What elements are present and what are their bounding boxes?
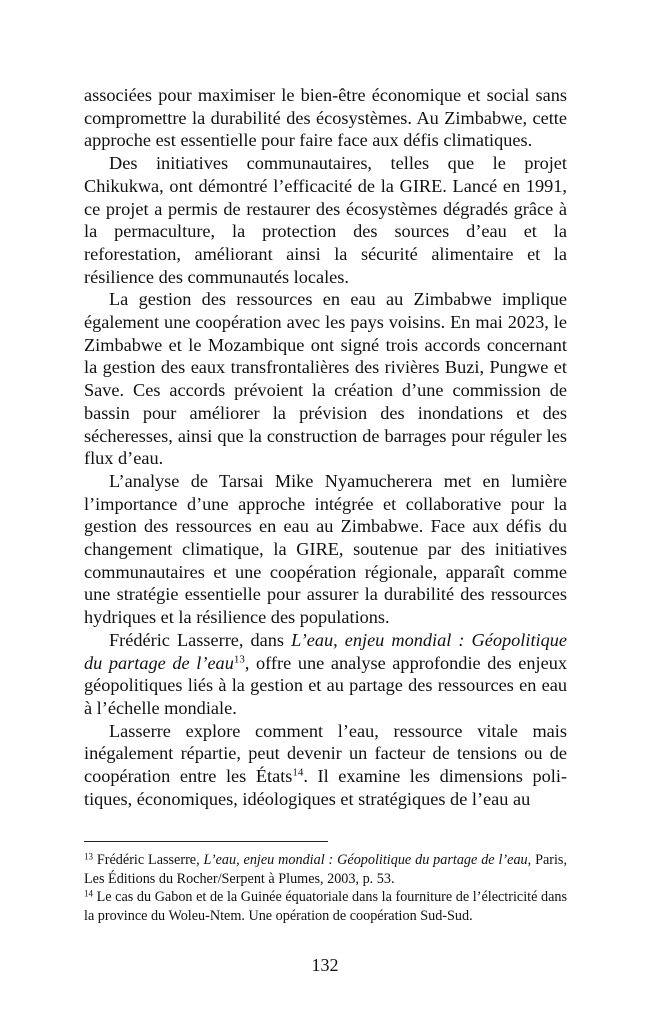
text-run: La gestion des ressources en eau au Zimbabwe implique également une coopération avec les pays voisins. En mai 2023, le Zimbabwe et le Mozambique ont signé trois accords concernant la gestion des eaux transfrontalières des rivières Buzi, Pungwe et Save. Ces accords prévoient la création d’une commission de bassin pour améliorer la prévision des inondations et des sécheresses, ainsi que la construction de barrages pour réguler les flux d’eau. xyxy=(84,289,567,469)
footnote-reference: 14 xyxy=(84,888,93,899)
paragraph xyxy=(84,629,567,720)
footnote-separator xyxy=(84,841,328,842)
paragraph xyxy=(84,720,567,811)
paragraph xyxy=(84,152,567,288)
italic-title: L’eau, enjeu mondial : Géopolitique du partage de l’eau xyxy=(203,852,528,868)
text-run: Des initiatives communautaires, telles que le projet Chikukwa, ont démontré l’efficacité de la GIRE. Lancé en 1991, ce projet a permis de restaurer des écosystèmes dégradés grâce à la permaculture, la protection des sources d’eau et la reforestation, améliorant ainsi la sécurité alimentaire et la résilience des communautés locales. xyxy=(84,153,567,287)
text-run: Le cas du Gabon et de la Guinée équatoriale dans la fourniture de l’électricité dans la province du Woleu-Ntem. Une opération de coopération Sud-Sud. xyxy=(84,889,567,924)
text-run: , Paris, Les Éditions du Rocher/Serpent à Plumes, 2003, p. 53. xyxy=(84,852,567,887)
paragraph xyxy=(84,470,567,629)
paragraph xyxy=(84,288,567,470)
footnote xyxy=(84,888,567,925)
footnote-reference: 14 xyxy=(292,766,304,779)
text-run: , offre une analyse approfondie des enjeux géopolitiques liés à la gestion et au partage des ressources en eau à l’échelle mondiale. xyxy=(84,652,567,718)
paragraph xyxy=(84,84,567,152)
footnote-reference: 13 xyxy=(84,851,93,862)
text-run: Frédéric Lasserre, dans xyxy=(109,629,292,650)
text-run: associées pour maximiser le bien-être économique et social sans compromettre la durabilité des écosystèmes. Au Zimbabwe, cette approche est essentielle pour faire face aux défis climatiques. xyxy=(84,85,567,151)
text-run: Frédéric Lasserre, xyxy=(93,852,204,868)
page-number: 132 xyxy=(311,955,339,975)
footnote-reference: 13 xyxy=(233,652,245,665)
body-text xyxy=(84,84,567,811)
text-run: L’analyse de Tarsai Mike Nyamucherera met en lumière l’importance d’une approche intégrée et collaborative pour la gestion des ressources en eau au Zimbabwe. Face aux défis du changement climatique, la GIRE, soutenue par des initiatives communautaires et une coopération régionale, apparaît comme une stratégie essentielle pour assurer la durabilité des ressources hydriques et la résilience des populations. xyxy=(84,470,567,628)
footnotes xyxy=(84,851,567,925)
text-run: Lasserre explore comment l’eau, ressource vitale mais inégalement répartie, peut devenir un facteur de tensions ou de coopération entre les États xyxy=(84,720,567,787)
italic-title: L’eau, enjeu mondial : Géopolitique du partage de l’eau xyxy=(84,629,568,673)
footnote xyxy=(84,851,567,888)
text-run: . Il examine les dimensions politiques, économiques, idéologiques et stratégiques de l’eau au xyxy=(84,766,567,809)
